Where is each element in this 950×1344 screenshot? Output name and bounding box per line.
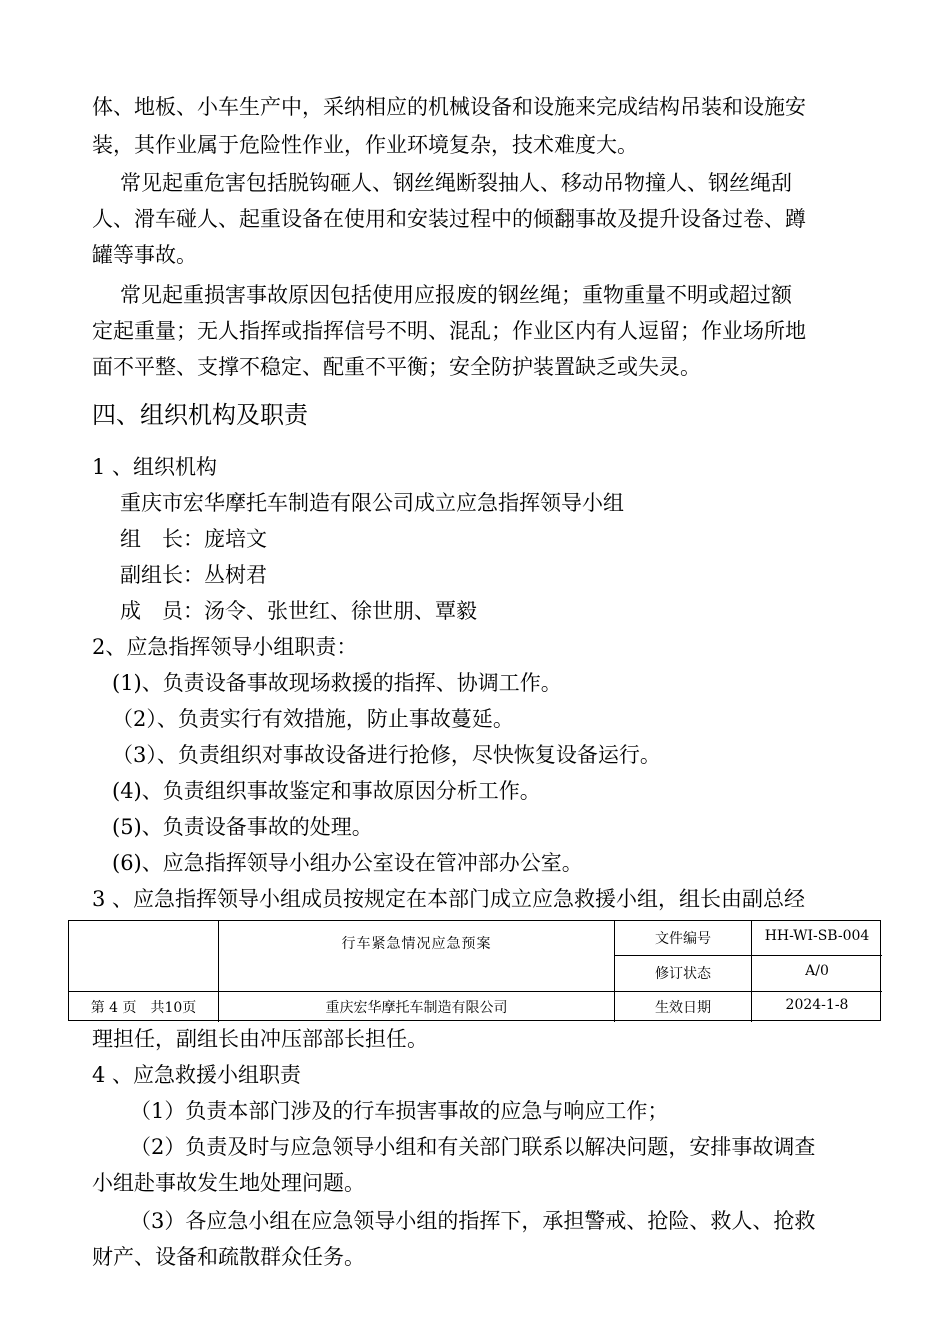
- body-text-line: 装，其作业属于危险性作业，作业环境复杂，技术难度大。: [92, 133, 638, 157]
- duty-item: （3）各应急小组在应急领导小组的指挥下，承担警戒、抢险、救人、抢救: [130, 1209, 816, 1233]
- duty-item: 财产、设备和疏散群众任务。: [92, 1245, 365, 1269]
- duty-item: （2）负责及时与应急领导小组和有关部门联系以解决问题，安排事故调查: [130, 1135, 816, 1159]
- body-text-line: 常见起重危害包括脱钩砸人、钢丝绳断裂抽人、移动吊物撞人、钢丝绳刮: [120, 171, 792, 195]
- duty-item: （1）负责本部门涉及的行车损害事故的应急与响应工作；: [130, 1099, 669, 1123]
- document-footer-table: [68, 920, 881, 1021]
- section-heading: 四、组织机构及职责: [92, 401, 308, 429]
- effective-date-value: 2024-1-8: [785, 997, 849, 1013]
- revision-label: 修订状态: [655, 966, 711, 982]
- duty-item: (5)、负责设备事故的处理。: [112, 815, 373, 839]
- org-item-heading: 4 、应急救援小组职责: [92, 1063, 302, 1087]
- org-company-line: 重庆市宏华摩托车制造有限公司成立应急指挥领导小组: [120, 491, 624, 515]
- org-leader: 组 长：庞培文: [120, 527, 267, 551]
- revision-value: A/0: [805, 963, 829, 979]
- org-members: 成 员：汤令、张世红、徐世朋、覃毅: [120, 599, 477, 623]
- duty-item: (6)、应急指挥领导小组办公室设在管冲部办公室。: [112, 851, 583, 875]
- body-text-line: 面不平整、支撑不稳定、配重不平衡；安全防护装置缺乏或失灵。: [92, 355, 701, 379]
- company-name: 重庆宏华摩托车制造有限公司: [325, 1000, 508, 1016]
- body-text-line: 理担任，副组长由冲压部部长担任。: [92, 1027, 428, 1051]
- effective-date-label: 生效日期: [655, 1000, 711, 1016]
- body-text-line: 人、滑车碰人、起重设备在使用和安装过程中的倾翻事故及提升设备过卷、蹲: [92, 207, 806, 231]
- page-info: 第 4 页 共10页: [90, 1000, 197, 1016]
- duty-item: 小组赴事故发生地处理问题。: [92, 1171, 365, 1195]
- duty-item: （2）、负责实行有效措施，防止事故蔓延。: [112, 707, 514, 731]
- org-item-heading: 2、应急指挥领导小组职责：: [92, 635, 358, 659]
- body-text-line: 罐等事故。: [92, 243, 197, 267]
- body-text-line: 定起重量；无人指挥或指挥信号不明、混乱；作业区内有人逗留；作业场所地: [92, 319, 806, 343]
- org-deputy: 副组长：丛树君: [120, 563, 267, 587]
- duty-item: (4)、负责组织事故鉴定和事故原因分析工作。: [112, 779, 541, 803]
- duty-item: (1)、负责设备事故现场救援的指挥、协调工作。: [112, 671, 562, 695]
- file-no-label: 文件编号: [655, 931, 711, 947]
- document-title: 行车紧急情况应急预案: [341, 936, 492, 952]
- org-item-heading: 1 、组织机构: [92, 455, 218, 479]
- org-item-heading: 3 、应急指挥领导小组成员按规定在本部门成立应急救援小组，组长由副总经: [92, 887, 806, 911]
- body-text-line: 体、地板、小车生产中，采纳相应的机械设备和设施来完成结构吊装和设施安: [92, 95, 806, 119]
- duty-item: （3）、负责组织对事故设备进行抢修，尽快恢复设备运行。: [112, 743, 661, 767]
- file-no-value: HH-WI-SB-004: [764, 928, 870, 944]
- body-text-line: 常见起重损害事故原因包括使用应报废的钢丝绳；重物重量不明或超过额: [120, 283, 792, 307]
